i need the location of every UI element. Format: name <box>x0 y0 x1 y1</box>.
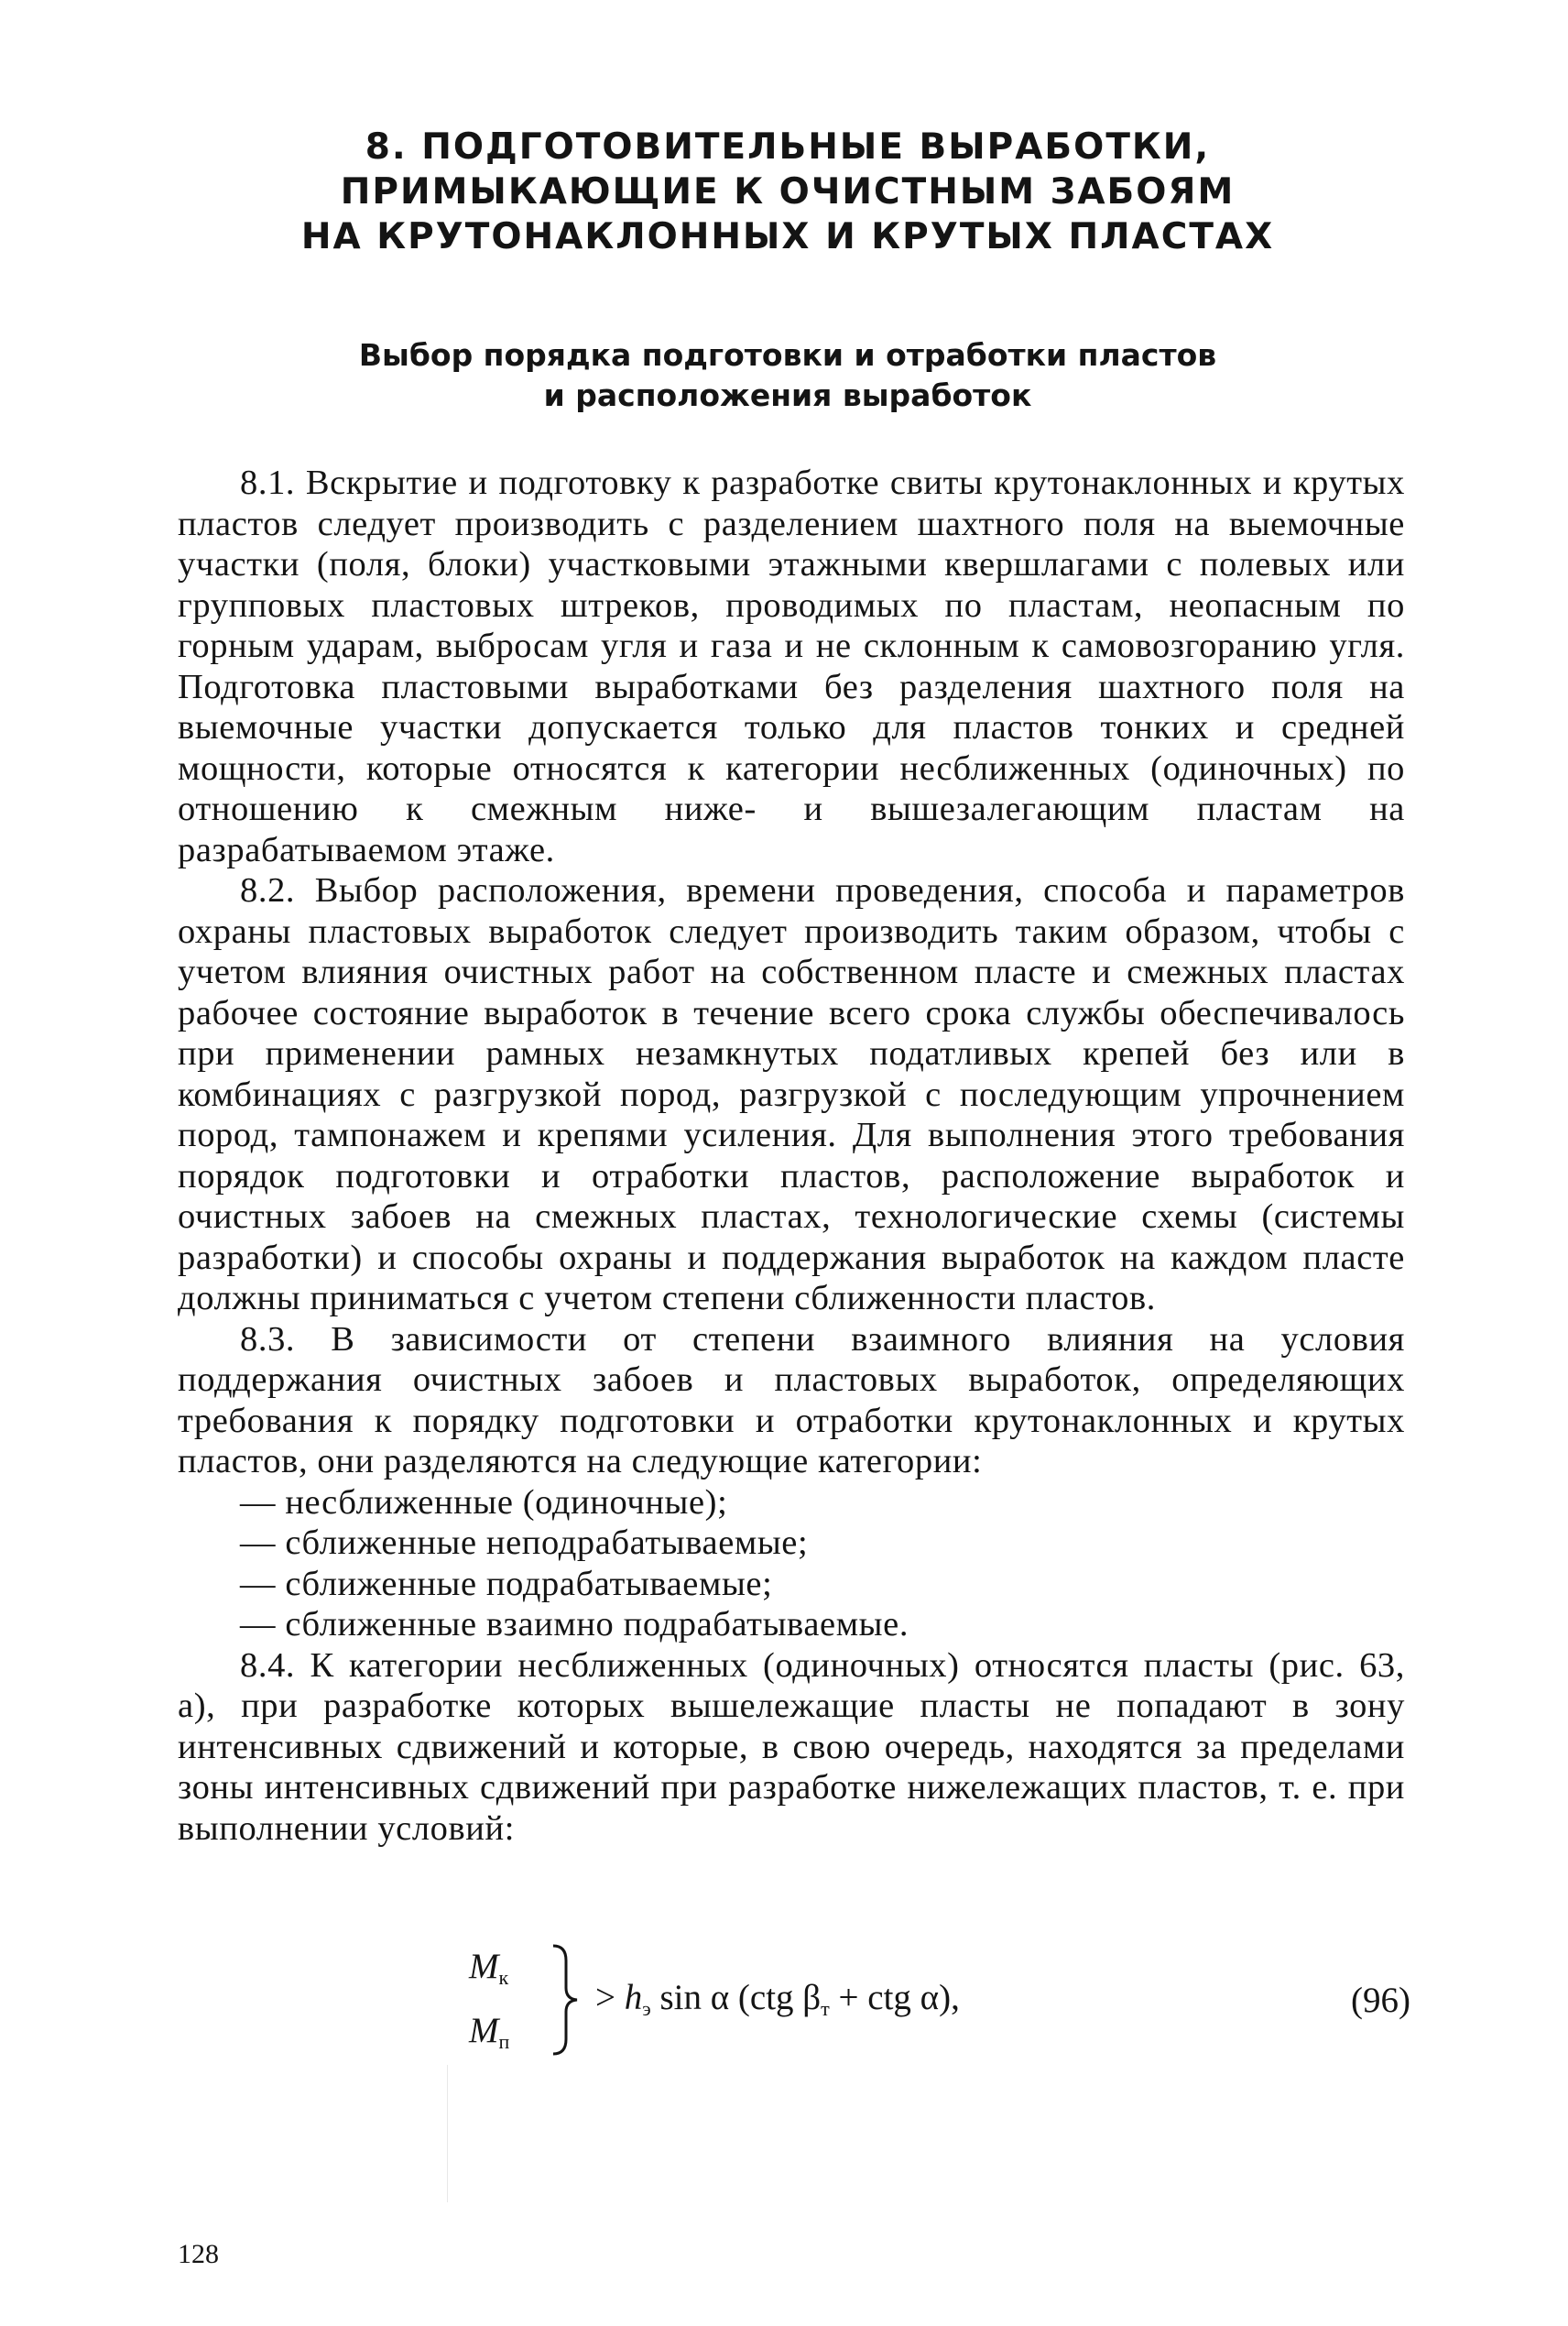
section-subtitle <box>183 335 1392 416</box>
paragraph-8-4: 8.4. К категории несближенных (одиночных) относятся пласты (рис. 63, а), при разработке которых вышележащие пласты не попадают в зону интенсивных сдвижений и которые, в свою очередь, находятся за пределами зоны интенсивных сдвижений при разработке нижележащих пластов, т. е. при выполнении условий: <box>178 1645 1405 1848</box>
chapter-title-line: 8. ПОДГОТОВИТЕЛЬНЫЕ ВЫРАБОТКИ, <box>365 126 1211 168</box>
subtitle-line: и расположения выработок <box>543 377 1032 413</box>
formula-number: (96) <box>1351 1981 1410 2020</box>
formula-expression: > hэ sin α (ctg βт + ctg α), <box>595 1978 960 2020</box>
subtitle-line: Выбор порядка подготовки и отработки пластов <box>358 337 1217 373</box>
category-item: — сближенные взаимно подрабатываемые. <box>240 1605 909 1643</box>
chapter-title-line: ПРИМЫКАЮЩИЕ К ОЧИСТНЫМ ЗАБОЯМ <box>340 171 1236 213</box>
category-item: — сближенные неподрабатываемые; <box>240 1523 809 1562</box>
paragraph-8-3: 8.3. В зависимости от степени взаимного влияния на условия поддержания очистных забоев и пластовых выработок, определяющих требования к порядку подготовки и отработки крутонаклонных и крутых пластов, они разделяются на следующие категории: <box>178 1319 1405 1480</box>
formula-96 <box>458 1940 1410 2059</box>
chapter-title <box>165 125 1410 259</box>
chapter-title-line: НА КРУТОНАКЛОННЫХ И КРУТЫХ ПЛАСТАХ <box>300 216 1275 257</box>
page-number: 128 <box>178 2239 219 2269</box>
formula-var-mp: Mп <box>469 2011 510 2053</box>
category-list <box>178 1482 1405 1645</box>
formula-var-mk: Mк <box>469 1947 509 1989</box>
category-item: — сближенные подрабатываемые; <box>240 1564 773 1603</box>
category-item: — несближенные (одиночные); <box>240 1482 728 1522</box>
page-edge-line <box>447 2065 448 2202</box>
paragraph-8-2: 8.2. Выбор расположения, времени проведения, способа и параметров охраны пластовых выработок следует производить таким образом, чтобы с учетом влияния очистных работ на собственном пласте и смежных пластах рабочее состояние выработок в течение всего срока службы обеспечивалось при применении рамных незамкнутых податливых крепей без или в комбинациях с разгрузкой пород, разгрузкой с последующим упрочнением пород, тампонажем и крепями усиления. Для выполнения этого требования порядок подготовки и отработки пластов, расположение выработок и очистных забоев на смежных пластах, технологические схемы (системы разработки) и способы охраны и поддержания выработок на каждом пласте должны приниматься с учетом степени сближенности пластов. <box>178 871 1405 1317</box>
right-brace-icon <box>550 1940 586 2059</box>
paragraph-8-1: 8.1. Вскрытие и подготовку к разработке свиты крутонаклонных и крутых пластов следует производить с разделением шахтного поля на выемочные участки (поля, блоки) участковыми этажными квершлагами с полевых или групповых пластовых штреков, проводимых по пластам, неопасным по горным ударам, выбросам угля и газа и не склонным к самовозгоранию угля. Подготовка пластовыми выработками без разделения шахтного поля на выемочные участки допускается только для пластов тонких и средней мощности, которые относятся к категории несближенных (одиночных) по отношению к смежным ниже- и вышезалегающим пластам на разрабатываемом этаже. <box>178 464 1405 869</box>
body-text <box>178 463 1405 1849</box>
